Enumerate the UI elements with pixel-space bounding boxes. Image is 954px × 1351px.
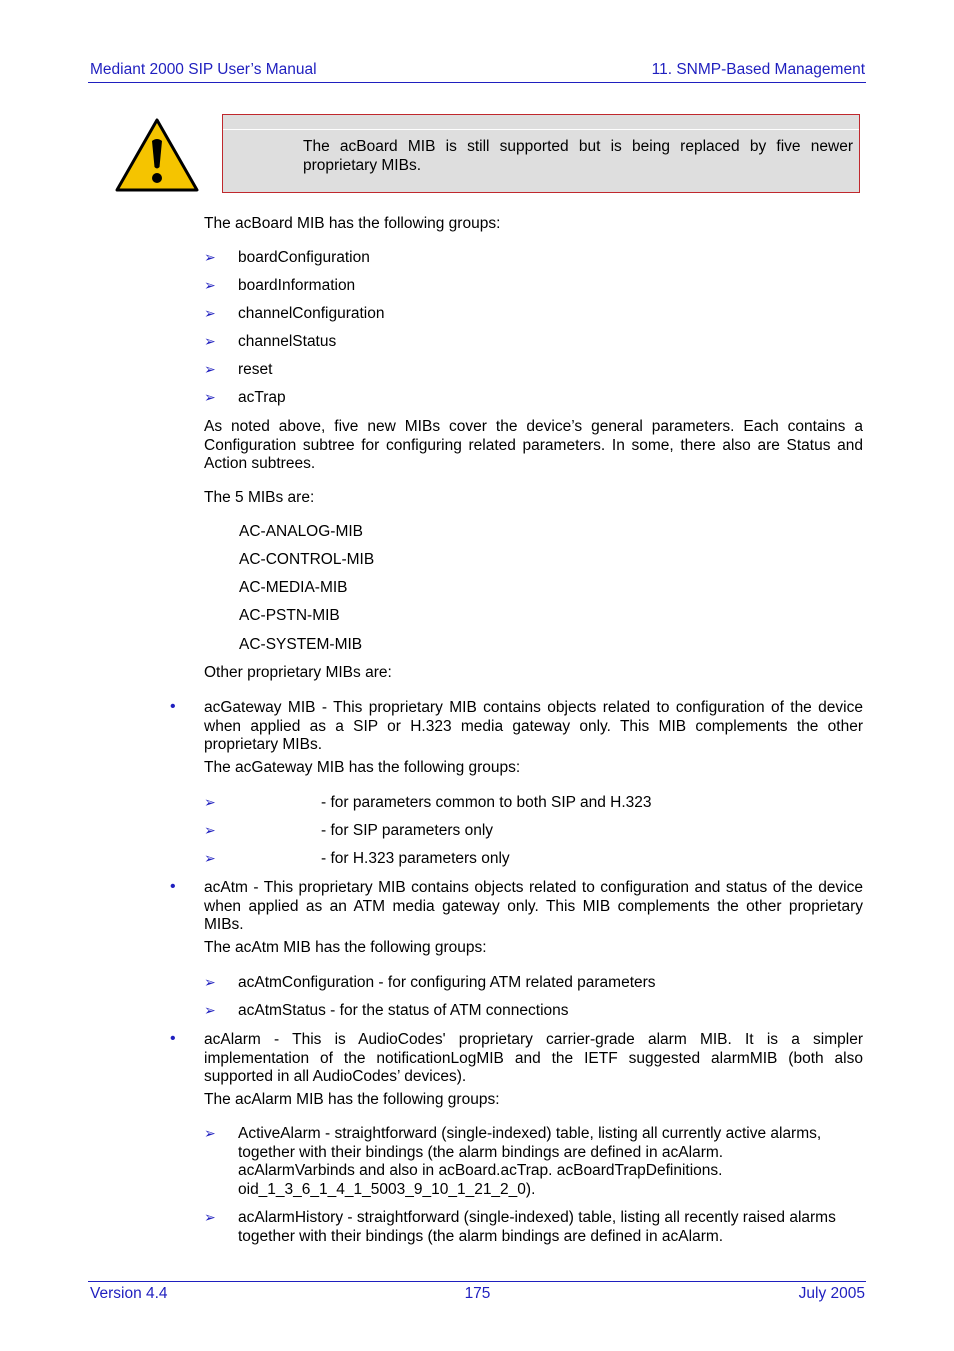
list-item-line: together with their bindings (the alarm bindings are defined in acAlarm. — [238, 1227, 724, 1245]
arrow-bullet-icon: ➢ — [204, 850, 216, 866]
list-item: acAtmConfiguration - for configuring ATM related parameters — [238, 974, 656, 991]
list-item: - for SIP parameters only — [321, 822, 494, 839]
round-bullet-icon: • — [170, 698, 176, 715]
note-box — [222, 114, 860, 193]
arrow-bullet-icon: ➢ — [204, 305, 216, 321]
header-chapter-title: 11. SNMP-Based Management — [651, 61, 865, 78]
page-number: 175 — [464, 1285, 491, 1302]
page-header — [90, 61, 865, 81]
list-item: channelStatus — [238, 333, 337, 350]
footer-version: Version 4.4 — [90, 1285, 168, 1302]
arrow-bullet-icon: ➢ — [204, 1125, 216, 1141]
other-mibs-label: Other proprietary MIBs are: — [204, 664, 392, 681]
list-item-line: acAlarmVarbinds and also in acBoard.acTrap. acBoardTrapDefinitions. — [238, 1162, 723, 1179]
mib-name: AC-ANALOG-MIB — [239, 523, 364, 540]
list-item-line: acAlarmHistory - straightforward (single-indexed) table, listing all recently raised alarms — [238, 1209, 836, 1226]
list-item: reset — [238, 361, 273, 378]
mib-name: AC-CONTROL-MIB — [239, 551, 375, 568]
list-item — [238, 1125, 863, 1199]
list-item — [238, 1209, 863, 1246]
arrow-bullet-icon: ➢ — [204, 822, 216, 838]
round-bullet-icon: • — [170, 878, 176, 895]
arrow-bullet-icon: ➢ — [204, 249, 216, 265]
list-item: - for H.323 parameters only — [321, 850, 510, 867]
warning-triangle-icon — [114, 117, 200, 193]
list-item: channelConfiguration — [238, 305, 385, 322]
arrow-bullet-icon: ➢ — [204, 1209, 216, 1225]
list-item-line: oid_1_3_6_1_4_1_5003_9_10_1_21_2_0). — [238, 1180, 536, 1198]
acalarm-groups-label: The acAlarm MIB has the following groups: — [204, 1091, 500, 1108]
intro-text: The acBoard MIB has the following groups: — [204, 215, 501, 232]
acatm-description: acAtm - This proprietary MIB contains objects related to configuration and status of the device when applied as an ATM media gateway only. This MIB complements the other proprietary MIBs. — [204, 879, 863, 933]
acatm-groups-label: The acAtm MIB has the following groups: — [204, 939, 487, 956]
arrow-bullet-icon: ➢ — [204, 794, 216, 810]
arrow-bullet-icon: ➢ — [204, 361, 216, 377]
list-item: boardInformation — [238, 277, 356, 294]
mib-name: AC-PSTN-MIB — [239, 607, 340, 624]
list-item: - for parameters common to both SIP and H.323 — [321, 794, 652, 811]
list-item: acAtmStatus - for the status of ATM connections — [238, 1002, 569, 1019]
list-item: boardConfiguration — [238, 249, 370, 266]
arrow-bullet-icon: ➢ — [204, 1002, 216, 1018]
list-item-line: ActiveAlarm - straightforward (single-indexed) table, listing all currently active alarms, — [238, 1125, 822, 1142]
note-divider — [223, 129, 859, 130]
arrow-bullet-icon: ➢ — [204, 277, 216, 293]
note-text: The acBoard MIB is still supported but is being replaced by five newer proprietary MIBs. — [303, 138, 853, 174]
header-rule — [88, 82, 866, 83]
footer-rule — [88, 1281, 866, 1282]
five-mibs-label: The 5 MIBs are: — [204, 489, 315, 506]
mib-name: AC-MEDIA-MIB — [239, 579, 348, 596]
arrow-bullet-icon: ➢ — [204, 389, 216, 405]
arrow-bullet-icon: ➢ — [204, 333, 216, 349]
mib-name: AC-SYSTEM-MIB — [239, 636, 363, 653]
acgateway-groups-label: The acGateway MIB has the following groups: — [204, 759, 521, 776]
round-bullet-icon: • — [170, 1030, 176, 1047]
list-item: acTrap — [238, 389, 286, 406]
list-item-line: together with their bindings (the alarm bindings are defined in acAlarm. — [238, 1143, 724, 1161]
page-footer — [90, 1285, 865, 1305]
acgateway-description: acGateway MIB - This proprietary MIB contains objects related to configuration of the device when applied as a SIP or H.323 media gateway only. This MIB complements the other proprietary MIBs. — [204, 699, 863, 753]
footer-date: July 2005 — [798, 1285, 865, 1302]
arrow-bullet-icon: ➢ — [204, 974, 216, 990]
acalarm-description: acAlarm - This is AudioCodes' proprietary carrier-grade alarm MIB. It is a simpler implementation of the notificationLogMIB and the IETF suggested alarmMIB (both also supported in all AudioCodes’ devices). — [204, 1031, 863, 1085]
header-manual-title: Mediant 2000 SIP User’s Manual — [90, 61, 317, 78]
new-mibs-paragraph: As noted above, five new MIBs cover the device’s general parameters. Each contains a Configuration subtree for configuring related parameters. In some, there also are Status and Action subtrees. — [204, 418, 863, 472]
